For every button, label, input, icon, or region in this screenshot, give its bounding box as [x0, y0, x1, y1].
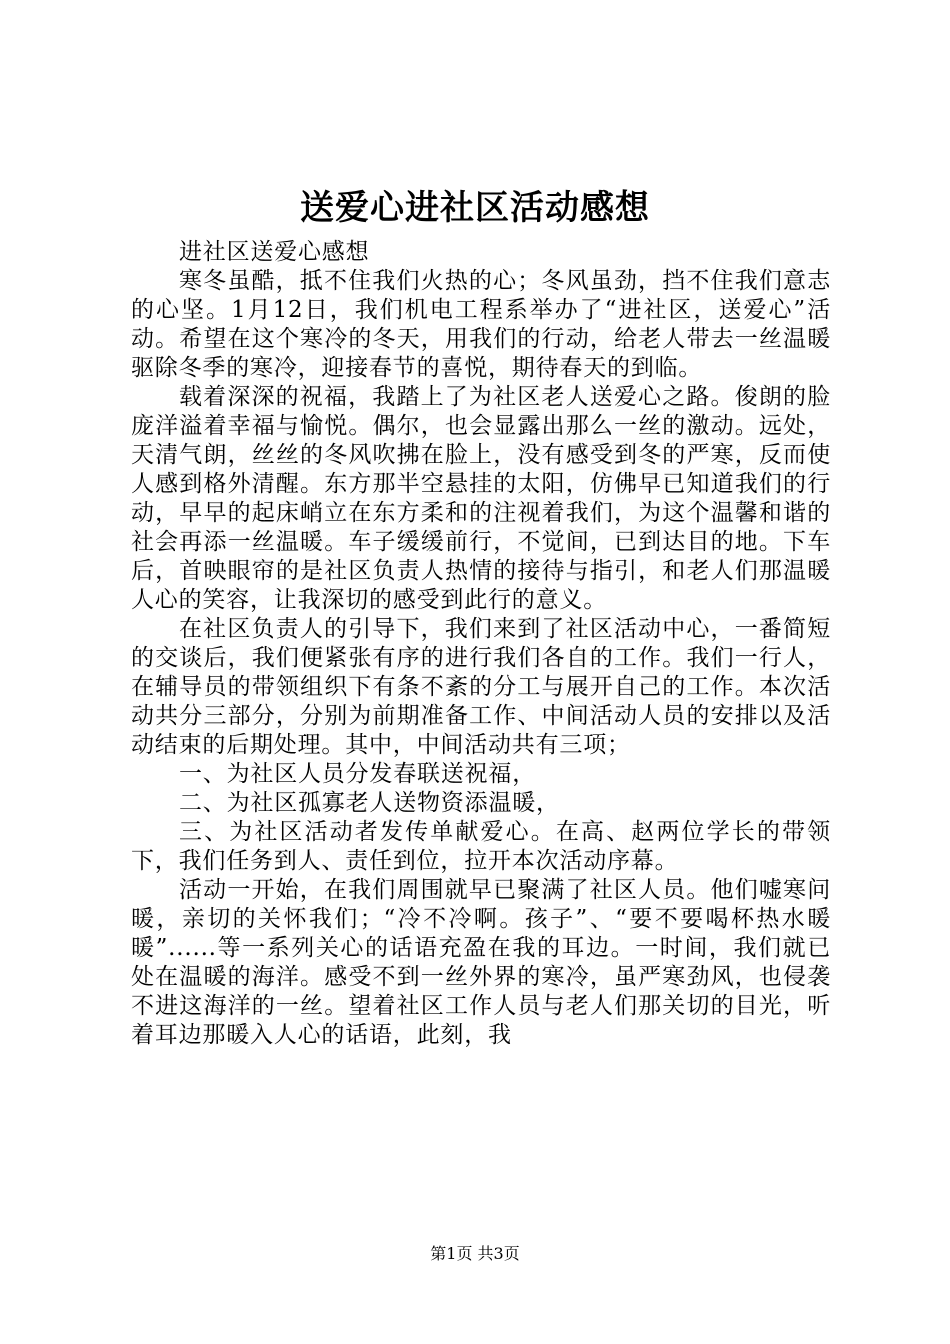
paragraph-1: 寒冬虽酷，抵不住我们火热的心；冬风虽劲，挡不住我们意志的心坚。1月12日，我们机电工程系举办了“进社区，送爱心”活动。希望在这个寒冷的冬天，用我们的行动，给老人带去一丝温暖驱除冬季的寒冷，迎接春节的喜悦，期待春天的到临。	[131, 268, 831, 381]
document-title: 送爱心进社区活动感想	[300, 188, 650, 228]
paragraph-3: 在社区负责人的引导下，我们来到了社区活动中心，一番简短的交谈后，我们便紧张有序的进行我们各自的工作。我们一行人，在辅导员的带领组织下有条不紊的分工与展开自己的工作。本次活动共分三部分，分别为前期准备工作、中间活动人员的安排以及活动结束的后期处理。其中，中间活动共有三项；	[131, 616, 831, 758]
list-item-3: 三、为社区活动者发传单献爱心。在高、赵两位学长的带领下，我们任务到人、责任到位，拉开本次活动序幕。	[131, 819, 831, 874]
list-item-2: 二、为社区孤寡老人送物资添温暖，	[179, 790, 560, 816]
document-subtitle: 进社区送爱心感想	[179, 239, 370, 265]
list-item-1: 一、为社区人员分发春联送祝福，	[179, 761, 536, 787]
paragraph-2: 载着深深的祝福，我踏上了为社区老人送爱心之路。俊朗的脸庞洋溢着幸福与愉悦。偶尔，也会显露出那么一丝的激动。远处，天清气朗，丝丝的冬风吹拂在脸上，没有感受到冬的严寒，反而使人感到格外清醒。东方那半空悬挂的太阳，仿佛早已知道我们的行动，早早的起床峭立在东方柔和的注视着我们，为这个温馨和谐的社会再添一丝温暖。车子缓缓前行，不觉间，已到达目的地。下车后，首映眼帘的是社区负责人热情的接待与指引，和老人们那温暖人心的笑容，让我深切的感受到此行的意义。	[131, 384, 831, 613]
page-number-footer: 第1页 共3页	[430, 1244, 520, 1263]
document-body	[131, 238, 831, 1050]
paragraph-4: 活动一开始，在我们周围就早已聚满了社区人员。他们嘘寒问暖，亲切的关怀我们；“冷不冷啊。孩子”、“要不要喝杯热水暖暖”......等一系列关心的话语充盈在我的耳边。一时间，我们就已处在温暖的海洋。感受不到一丝外界的寒冷，虽严寒劲风，也侵袭不进这海洋的一丝。望着社区工作人员与老人们那关切的目光，听着耳边那暖入人心的话语，此刻，我	[131, 877, 831, 1048]
